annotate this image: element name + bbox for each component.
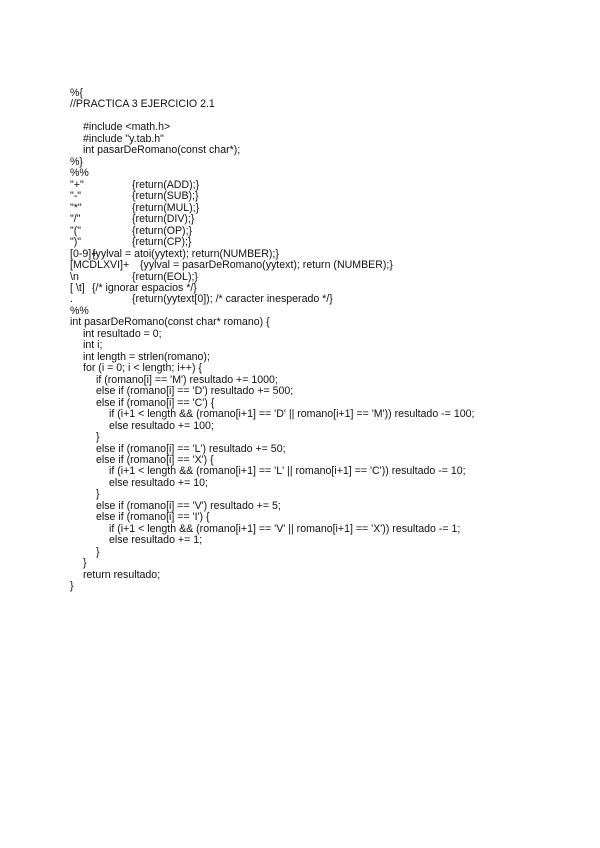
code-text: //PRACTICA 3 EJERCICIO 2.1	[70, 98, 215, 111]
lex-pattern: [0-9]+	[70, 247, 98, 260]
lex-pattern: "*"	[70, 201, 82, 214]
code-text: }	[70, 580, 74, 593]
lex-pattern: "-"	[70, 190, 82, 203]
lex-pattern: "/"	[70, 213, 81, 226]
lex-pattern: "("	[70, 224, 82, 237]
code-text: }	[96, 431, 100, 444]
code-text: for (i = 0; i < length; i++) {	[83, 362, 202, 375]
code-text: }	[96, 545, 100, 558]
code-text: else resultado += 1;	[109, 534, 203, 547]
lex-action: {return(ADD);}	[132, 178, 200, 191]
lex-action: {yylval = atoi(yytext); return(NUMBER);}	[92, 247, 279, 260]
lex-action: {return(DIV);}	[132, 213, 195, 226]
code-text: int resultado = 0;	[83, 327, 162, 340]
lex-action: {return(CP);}	[132, 236, 192, 249]
code-text: %%	[70, 304, 89, 317]
lex-pattern: [MCDLXVI]+	[70, 259, 130, 272]
lex-pattern: "+"	[70, 178, 84, 191]
lex-action: {return(MUL);}	[132, 201, 200, 214]
code-text: if (i+1 < length && (romano[i+1] == 'D' || romano[i+1] == 'M')) resultado -= 100;	[109, 408, 475, 421]
code-text: int pasarDeRomano(const char*);	[83, 144, 241, 157]
code-text: int length = strlen(romano);	[83, 350, 210, 363]
code-text: if (i+1 < length && (romano[i+1] == 'V' || romano[i+1] == 'X')) resultado -= 1;	[109, 522, 461, 535]
code-text: %}	[70, 155, 83, 168]
code-text: else resultado += 10;	[109, 476, 208, 489]
lex-action: {return(EOL);}	[132, 270, 198, 283]
code-text: else if (romano[i] == 'L') resultado += 50;	[96, 442, 286, 455]
code-text: if (romano[i] == 'M') resultado += 1000;	[96, 373, 278, 386]
lex-pattern: .	[70, 293, 73, 306]
code-text: return resultado;	[83, 568, 161, 581]
code-text: }	[96, 488, 100, 501]
code-text: #include <math.h>	[83, 121, 171, 134]
code-text: else if (romano[i] == 'X') {	[96, 454, 214, 466]
code-text: int pasarDeRomano(const char* romano) {	[70, 316, 270, 329]
code-text: else if (romano[i] == 'V') resultado += 5;	[96, 499, 281, 512]
lex-action: {return(OP);}	[132, 224, 193, 237]
code-text: %%	[70, 167, 89, 180]
code-text: %{	[70, 87, 83, 99]
code-text: else if (romano[i] == 'D') resultado += 500;	[96, 385, 294, 398]
lex-action: {/* ignorar espacios */}	[92, 281, 197, 294]
code-text: int i;	[83, 339, 103, 352]
lex-pattern: [ \t]	[70, 281, 85, 294]
code-text: }	[83, 557, 87, 570]
code-text: else resultado += 100;	[109, 419, 214, 432]
code-text: if (i+1 < length && (romano[i+1] == 'L' || romano[i+1] == 'C')) resultado -= 10;	[109, 465, 466, 478]
lex-pattern: ")"	[70, 236, 82, 249]
lex-pattern: \n	[70, 270, 79, 283]
code-text: else if (romano[i] == 'C') {	[96, 396, 215, 409]
code-text: else if (romano[i] == 'I') {	[96, 511, 210, 524]
lex-action: {return(yytext[0]); /* caracter inesperado */}	[132, 293, 333, 306]
lex-action: {return(SUB);}	[132, 190, 199, 203]
lex-action: {yylval = pasarDeRomano(yytext); return (NUMBER);}	[140, 259, 393, 272]
code-text: #include "y.tab.h"	[83, 132, 164, 145]
